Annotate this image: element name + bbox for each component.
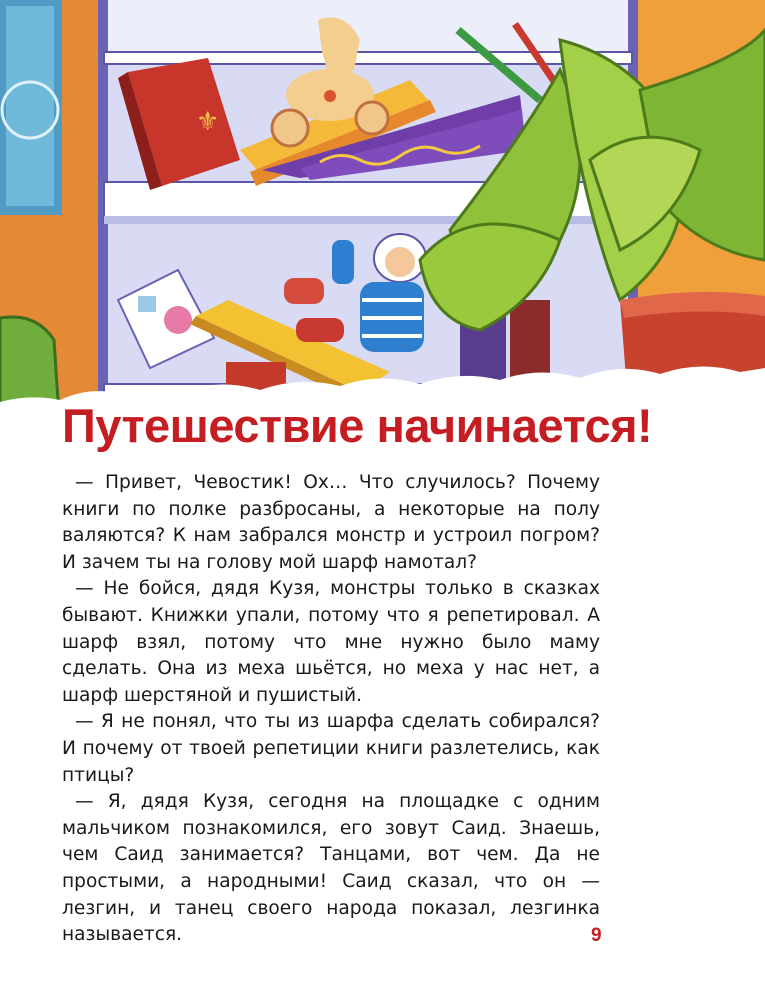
- page-title: Путешествие начинается!: [62, 399, 653, 452]
- story-text: [62, 470, 600, 949]
- dialogue-paragraph: — Я, дядя Кузя, сегодня на площадке с одним мальчиком познакомился, его зовут Саид. Знаешь, чем Саид занимается? Танцами, вот чем. Да не простыми, а народными! Саид сказал, что он — лезгин, и танец своего народа показал, лезгинка называется.: [62, 791, 600, 946]
- header-illustration: [0, 0, 765, 430]
- bookshelf-scene-illustration: [0, 0, 765, 430]
- dialogue-paragraph: — Не бойся, дядя Кузя, монстры только в сказках бывают. Книжки упали, потому что я репетировал. А шарф взял, потому что мне нужно было маму сделать. Она из меха шьётся, но меха у нас нет, а шарф шерстяной и пушистый.: [62, 578, 600, 706]
- page-number: 9: [591, 925, 602, 946]
- dialogue-paragraph: — Я не понял, что ты из шарфа сделать собирался? И почему от твоей репетиции книги разлетелись, как птицы?: [62, 711, 600, 786]
- svg-text:⚜: ⚜: [196, 107, 220, 137]
- dialogue-paragraph: — Привет, Чевостик! Ох… Что случилось? Почему книги по полке разбросаны, а некоторые на полу валяются? К нам забрался монстр и устроил погром? И зачем ты на голову мой шарф намотал?: [62, 472, 600, 573]
